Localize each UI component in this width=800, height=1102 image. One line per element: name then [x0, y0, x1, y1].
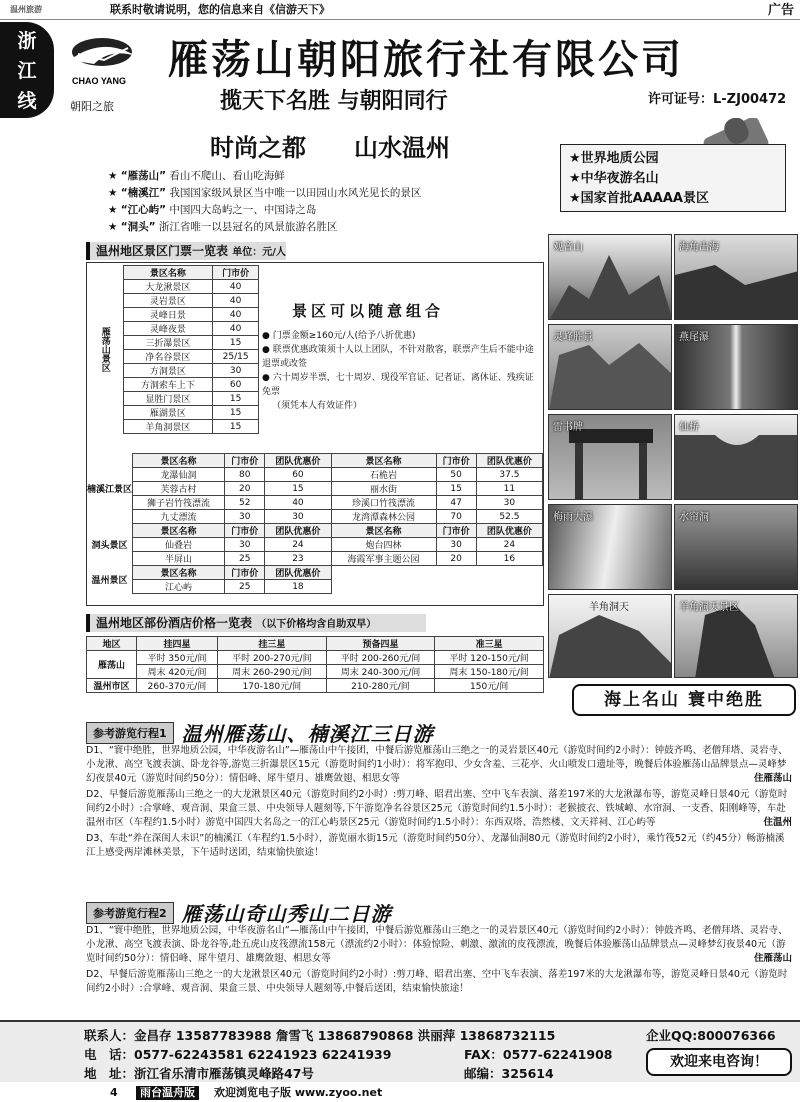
photo-meiyu: 梅雨大瀑: [548, 504, 672, 590]
combo-rule: ● 门票金额≥160元/人(给予八折优惠): [262, 331, 416, 341]
feature-item: ★ “江心屿” 中国四大岛屿之一、中国诗之岛: [108, 204, 317, 216]
company-name: 雁荡山朝阳旅行社有限公司: [168, 37, 684, 83]
welcome-box: 欢迎来电咨询！: [646, 1048, 792, 1076]
ad-label: 广告: [767, 3, 794, 18]
photo-guanyin: 观音山: [548, 234, 672, 320]
table-row: 半屏山 25 23 海霞军事主题公园 20 16: [87, 552, 543, 566]
top-bar: [0, 0, 800, 20]
table-row: 灵峰日景 40: [87, 308, 259, 322]
photo-xianqiao: 仙桥: [674, 414, 798, 500]
table-row: 龙瀑仙洞 80 60 石桅岩 50 37.5: [87, 468, 543, 482]
table-row: 三折瀑景区 15: [87, 336, 259, 350]
brand-tag: 温州旅游: [10, 5, 42, 14]
logo-text: CHAO YANG: [72, 76, 127, 86]
photo-leishu: 雷书牌: [548, 414, 672, 500]
contact-qq: 企业QQ:800076366: [646, 1028, 776, 1043]
table-row: 狮子岩竹筏漂流 52 40 珍溪口竹筏漂流 47 30: [87, 496, 543, 510]
route1-header: [86, 718, 434, 746]
photo-yanwei: 燕尾瀑: [674, 324, 798, 410]
photo-yangjiao: 羊角洞天: [548, 594, 672, 678]
region-tab: [0, 22, 54, 118]
region-char: 江: [17, 60, 37, 82]
contact-address: 地 址：浙江省乐清市雁荡镇灵峰路47号: [84, 1066, 314, 1081]
table-row: 大龙湫景区 40: [87, 280, 259, 294]
feature-item: ★ “雁荡山” 看山不爬山、看山吃海鲜: [108, 170, 285, 182]
table-row: 雁荡山 平时 350元/间 平时 200-270元/间 平时 200-260元/间 平时 120-150元/间: [87, 651, 544, 665]
nanxi-ticket-table: 楠溪江景区 景区名称 门市价 团队优惠价 景区名称 门市价 团队优惠价 龙瀑仙洞 80 60 石桅岩 50 37.5 芙蓉古村 20 15 丽水街 15 11 狮子岩竹筏漂流 52 40 珍溪口竹筏漂流 47 30 九丈漂流 30 30 龙湾潭森林公园 70 52.5 洞头景区 景区名称 门市价 团队优惠价 景区名称 门市价 团队优惠价 仙叠岩 30 24 炮台四林 30 24 半屏山 25 23 海霞军事主题公园 20 16 温州景区 景区名称 门市价 团队优惠价 江心屿 25 18: [87, 453, 543, 594]
table-row: 净名谷景区 25/15: [87, 350, 259, 364]
route2-label: 参考游览行程2: [86, 902, 174, 924]
route2-name: 雁荡山奇山秀山二日游: [181, 902, 392, 926]
photo-grid: [548, 234, 798, 678]
yandang-label: 雁荡山景区: [99, 327, 110, 372]
itinerary-day: D2、早餐后游览雁荡山三绝之一的大龙湫景区40元（游览时间约2小时）:剪刀峰、昭君出塞、空中飞车表演、落差197米的大龙湫瀑布等，游览灵峰日景40元（游览时间约2小时）:合掌峰、观音洞、果盒三景、中央领导人题刻等,下午游览净名谷景区25元（游览时间约1.5小时）：老猴披衣、铁城嶂、水帘洞、一支香、阳刚峰等，车赴温州市区（车程约1.5小时）游览中国四大名岛之一的江心屿景区25元（游览时间约1.5小时）：东西双塔、浩然楼、文天祥祠、江心屿等 住温州: [86, 789, 792, 828]
table-row: 显胜门景区 15: [87, 392, 259, 406]
badge-line: ★中华夜游名山: [569, 171, 659, 186]
route2-header: [86, 898, 392, 926]
nanxi-label: 楠溪江景区: [87, 485, 133, 495]
page-footer: [0, 1084, 800, 1102]
badge-box: [560, 144, 786, 212]
table-row: 周末 420元/间 周末 260-290元/间 周末 240-300元/间 周末 150-180元/间: [87, 665, 544, 679]
combo-info: [262, 300, 540, 413]
wenzhou-label: 温州景区: [91, 576, 128, 586]
contact-people: 联系人：金昌存 13587783988 詹雪飞 13868790868 洪丽萍 13868732115: [84, 1028, 556, 1043]
edition-tag: 雨台温舟版: [136, 1086, 199, 1100]
headline-left: 时尚之都: [210, 134, 306, 162]
slogan: 揽天下名胜 与朝阳同行: [220, 89, 448, 114]
itinerary-day: D1、“寰中绝胜，世界地质公园，中华夜游名山”—雁荡山中午接团，中餐后游览雁荡山三绝之一的灵岩景区40元（游览时间约2小时）：钟鼓齐鸣、老僧拜塔、灵岩寺、小龙湫、高空飞渡表演、卧龙谷等,游览三折瀑景区15元（游览时间约1小时）：将军抱印、少女含羞、三花亭、火山喷发口遗址等，晚餐后体验雁荡山品牌景点—灵峰梦幻夜景40元（游览时间约50分）：情侣峰、犀牛望月、雄鹰敛翅、相思女等 住雁荡山: [86, 745, 792, 784]
route1-label: 参考游览行程1: [86, 722, 174, 744]
ticket-section-title: 温州地区景区门票一览表 单位：元/人: [86, 242, 286, 260]
photo-yangjiao-area: 羊角洞天景区: [674, 594, 798, 678]
route1-name: 温州雁荡山、楠溪江三日游: [181, 722, 434, 746]
itinerary-day: D1、“寰中绝胜，世界地质公园，中华夜游名山”—雁荡山中午接团，中餐后游览雁荡山三绝之一的灵岩景区40元（游览时间约2小时）：钟鼓齐鸣、老僧拜塔、灵岩寺、小龙湫、高空飞渡表演、卧龙谷等,赴五虎山皮筏漂流158元（漂流约2小时）：体验惊险、刺激、激流的皮筏漂流，晚餐后体验雁荡山品牌景点—灵峰梦幻夜景40元（游览时间约50分）：情侣峰、犀牛望月、雄鹰敛翅、相思女等 住雁荡山: [86, 925, 792, 964]
dongtou-label: 洞头景区: [91, 541, 128, 551]
table-row: 方洞索车上下 60: [87, 378, 259, 392]
table-row: 九丈漂流 30 30 龙湾潭森林公园 70 52.5: [87, 510, 543, 524]
photo-haijiao: 海角出海: [674, 234, 798, 320]
hotel-table: 地区 挂四星 挂三星 预备四星 准三星 雁荡山 平时 350元/间 平时 200-270元/间 平时 200-260元/间 平时 120-150元/间 周末 420元/间 周末 260-290元/间 周末 240-300元/间 周末 150-180元/间 温州市区 260-370元/间 170-180元/间 210-280元/间 150元/间: [86, 636, 544, 693]
region-char: 浙: [17, 30, 37, 52]
logo-sub: 朝阳之旅: [70, 100, 114, 113]
route2-body: [86, 924, 792, 996]
footer-link[interactable]: 欢迎浏览电子版 www.zyoo.net: [214, 1086, 383, 1099]
contact-phone: 电 话：0577-62243581 62241923 62241939: [84, 1047, 392, 1062]
combo-rule: （须凭本人有效证件）: [272, 401, 363, 411]
table-row: 仙叠岩 30 24 炮台四林 30 24: [87, 538, 543, 552]
combo-rule: ● 联票优惠政策须十人以上团队，不针对散客，联票产生后不能中途退票或改签: [262, 345, 534, 369]
feature-item: ★ “楠溪江” 我国国家级风景区当中唯一以田园山水风光见长的景区: [108, 187, 422, 199]
feature-list: [108, 168, 421, 236]
table-row: 灵峰夜景 40: [87, 322, 259, 336]
headline-right: 山水温州: [354, 134, 450, 162]
bird-logo-icon: [64, 30, 142, 120]
table-row: 雁湖景区 15: [87, 406, 259, 420]
combo-title: 景区可以随意组合: [292, 302, 445, 320]
table-row: 羊角洞景区 15: [87, 420, 259, 434]
page-number: 4: [110, 1086, 118, 1099]
license-number: 许可证号：L-ZJ00472: [648, 92, 787, 107]
yandang-ticket-table: 雁荡山景区 景区名称 门市价 大龙湫景区 40 灵岩景区 40 灵峰日景 40 灵峰夜景 40 三折瀑景区 15 净名谷景区 25/15 方洞景区 30 方洞索车上下 60 显胜门景区 15 雁湖景区 15 羊角洞景区 15: [87, 265, 259, 434]
combo-rule: ● 六十周岁半票，七十周岁、现役军官证、记者证、离休证、残疾证免票: [262, 373, 534, 397]
info-message: 联系时敬请说明，您的信息来自《信游天下》: [110, 3, 330, 16]
table-row: 芙蓉古村 20 15 丽水街 15 11: [87, 482, 543, 496]
motto-box: 海上名山 寰中绝胜: [572, 684, 796, 716]
company-header: [60, 24, 790, 124]
feature-item: ★ “洞头” 浙江省唯一以县冠名的风景旅游名胜区: [108, 221, 338, 233]
badge-line: ★国家首批AAAAA景区: [569, 191, 709, 206]
photo-shuilian: 水帘洞: [674, 504, 798, 590]
itinerary-day: D3、车赴“养在深闺人未识”的楠溪江（车程约1.5小时），游览丽水街15元（游览时间约50分）、龙瀑仙洞80元（游览时间约2小时），乘竹筏52元（约45分）畅游楠溪江上感受两岸滩林美景，下午适时送团，结束愉快旅途！: [86, 833, 785, 858]
table-row: 江心屿 25 18: [87, 580, 543, 594]
table-row: 方洞景区 30: [87, 364, 259, 378]
photo-lingfeng: 灵峰胜景: [548, 324, 672, 410]
contact-fax: FAX：0577-62241908: [464, 1047, 613, 1062]
intro-headline: [210, 128, 498, 163]
route1-body: [86, 744, 792, 860]
region-char: 线: [17, 90, 37, 112]
table-row: 灵岩景区 40: [87, 294, 259, 308]
badge-line: ★世界地质公园: [569, 151, 659, 166]
hotel-section-title: 温州地区部份酒店价格一览表 （以下价格均含自助双早）: [86, 614, 426, 632]
itinerary-day: D2、早餐后游览雁荡山三绝之一的大龙湫景区40元（游览时间约2小时）:剪刀峰、昭君出塞、空中飞车表演、落差197米的大龙湫瀑布等，游览灵峰日景40元（游览时间约2小时）:合掌峰、观音洞、果盒三景、中央领导人题刻等,中餐后送团，结束愉快旅途！: [86, 969, 788, 994]
table-row: 温州市区 260-370元/间 170-180元/间 210-280元/间 150元/间: [87, 679, 544, 693]
contact-zip: 邮编：325614: [464, 1066, 554, 1081]
